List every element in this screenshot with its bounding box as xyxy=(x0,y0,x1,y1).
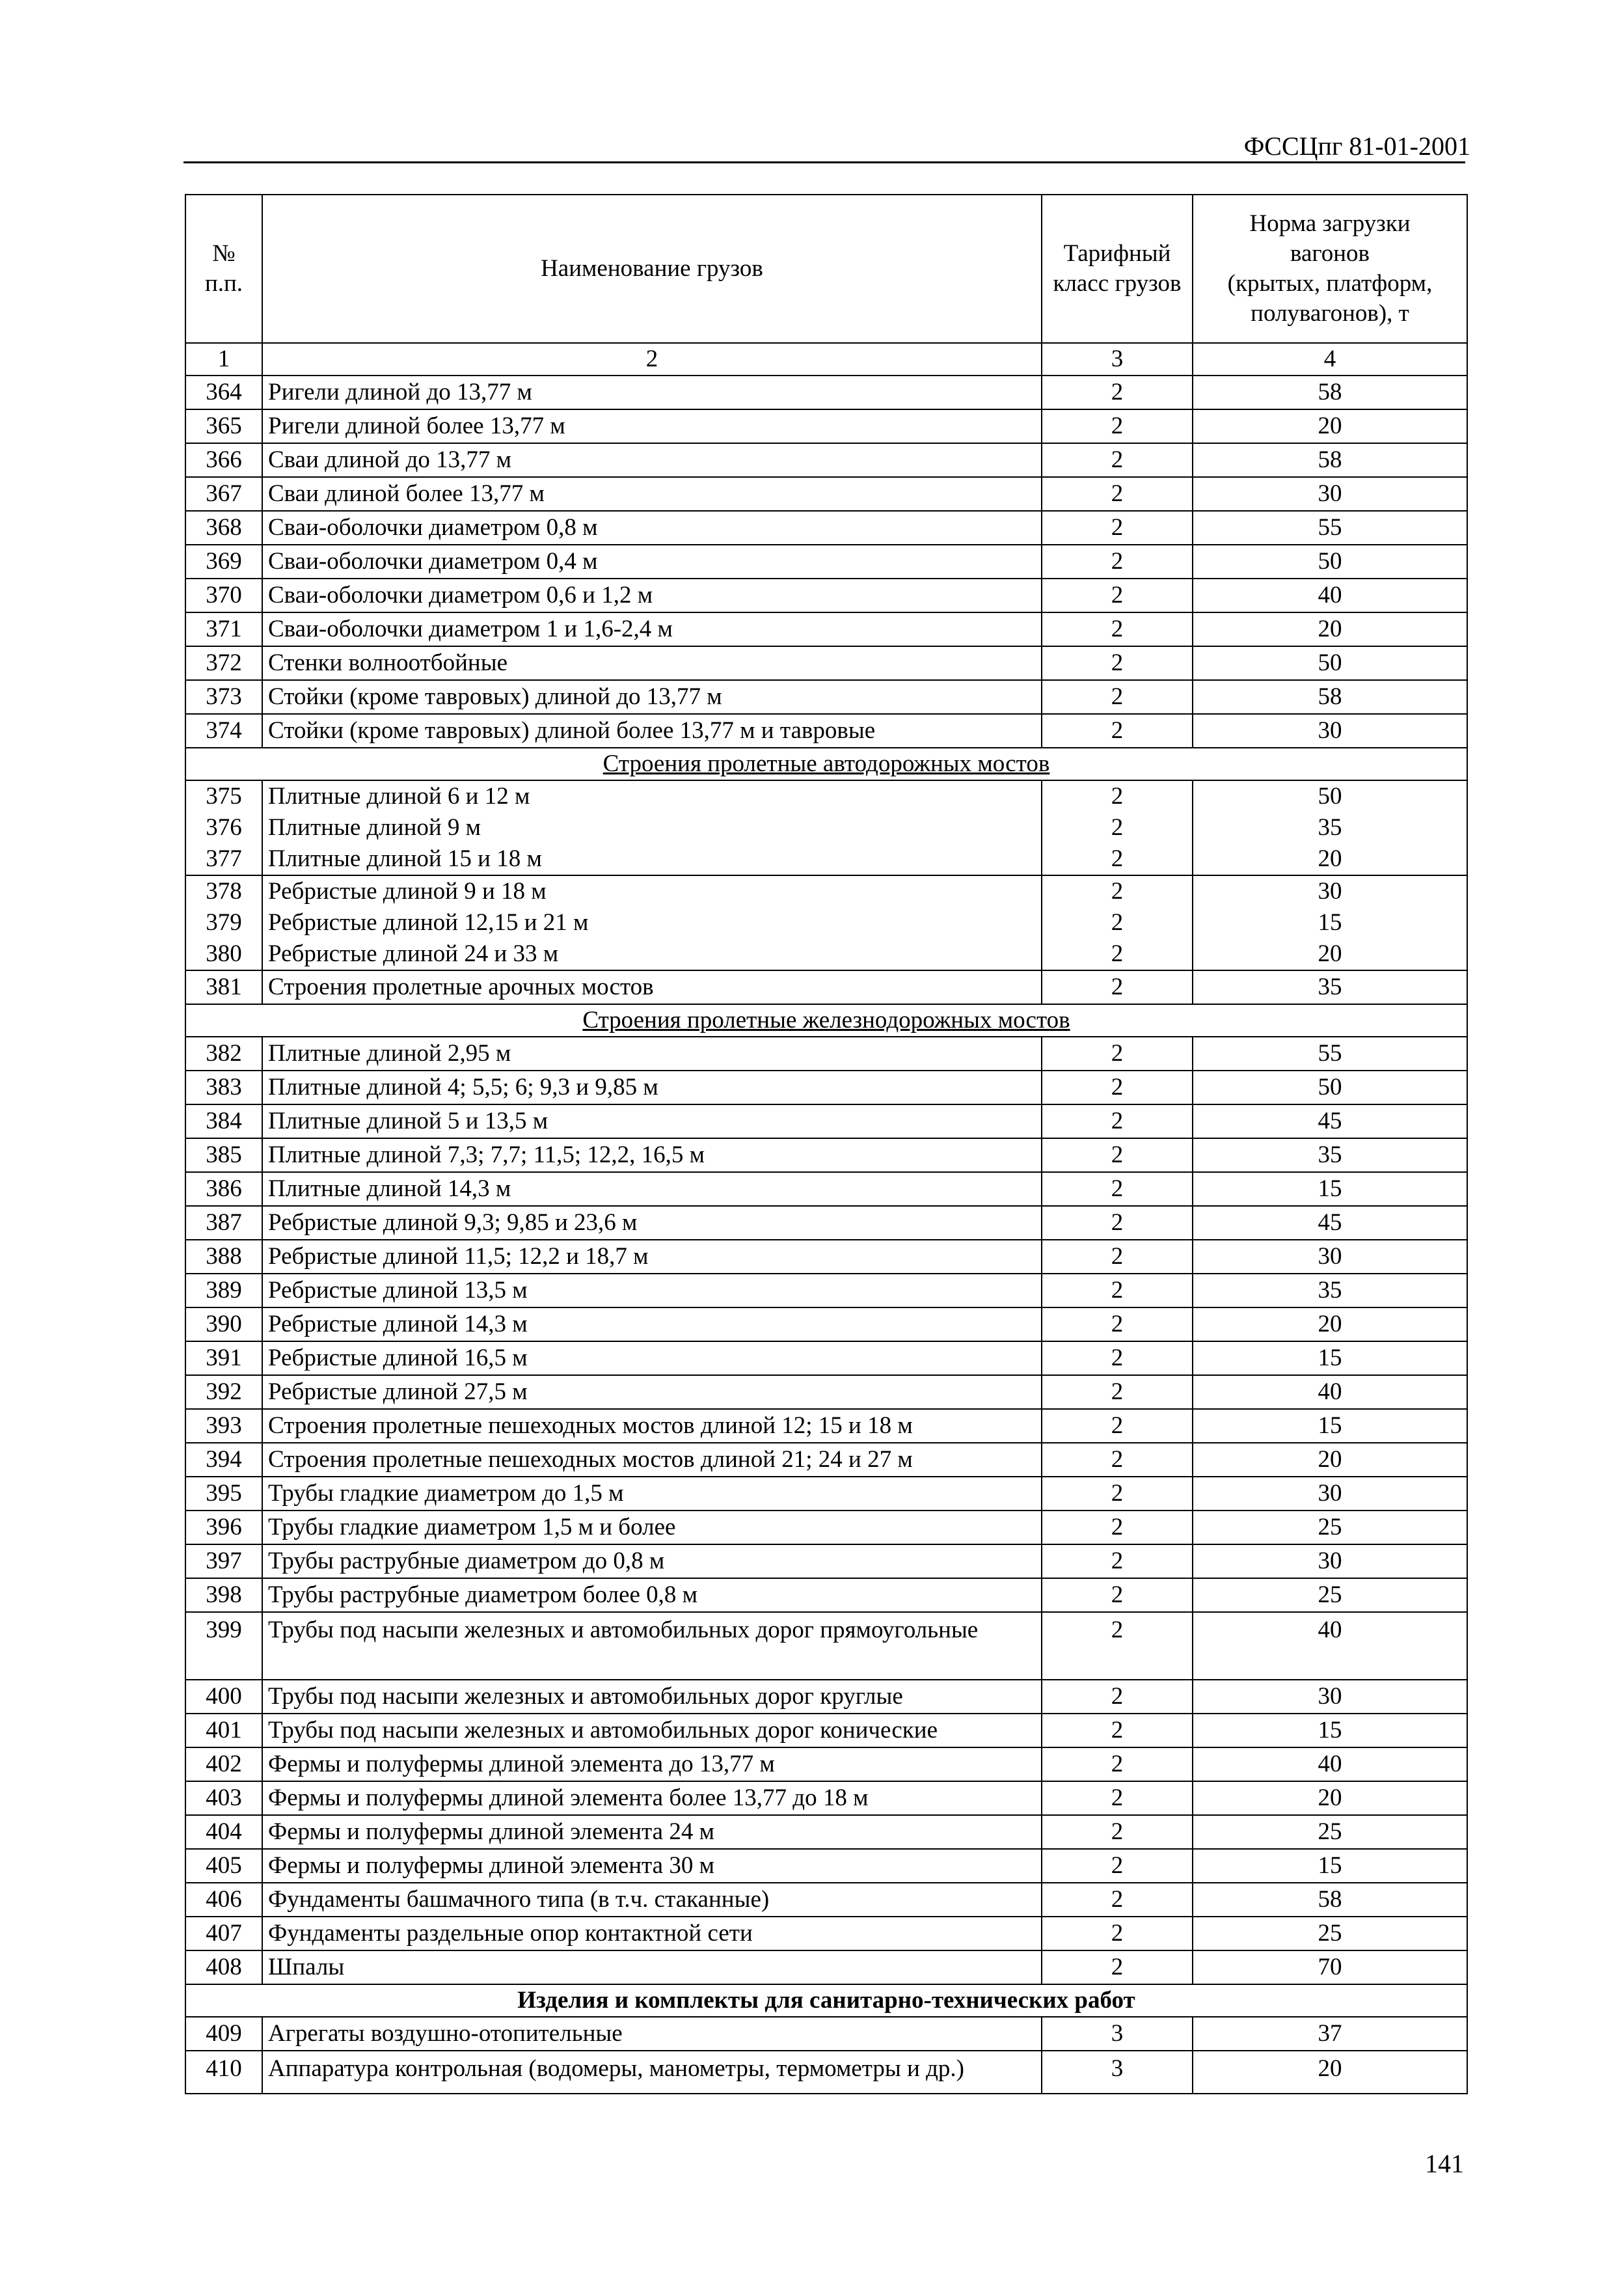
cargo-name: Фермы и полуфермы длиной элемента более 13,77 до 18 м xyxy=(262,1781,1042,1815)
load-norm: 35 xyxy=(1193,1138,1467,1172)
tariff-class: 3 xyxy=(1042,2051,1193,2094)
column-number: 3 xyxy=(1042,343,1193,376)
header-row xyxy=(185,195,1467,343)
row-number: 402 xyxy=(185,1747,262,1781)
section-sanitary-cell xyxy=(185,1984,1467,2017)
tariff-class: 2 xyxy=(1042,1375,1193,1409)
row-number: 382 xyxy=(185,1037,262,1071)
table-row xyxy=(185,1680,1467,1714)
tariff-class: 2 xyxy=(1042,938,1193,970)
column-number: 1 xyxy=(185,343,262,376)
cargo-name: Трубы гладкие диаметром 1,5 м и более xyxy=(262,1511,1042,1544)
cargo-name: Сваи-оболочки диаметром 0,6 и 1,2 м xyxy=(262,579,1042,612)
tariff-class: 2 xyxy=(1042,1680,1193,1714)
cargo-name: Плитные длиной 4; 5,5; 6; 9,3 и 9,85 м xyxy=(262,1071,1042,1104)
load-norm: 20 xyxy=(1193,612,1467,646)
table-row xyxy=(185,1375,1467,1409)
tariff-class: 2 xyxy=(1042,579,1193,612)
cargo-name: Фермы и полуфермы длиной элемента до 13,77 м xyxy=(262,1747,1042,1781)
row-number: 400 xyxy=(185,1680,262,1714)
cargo-name: Сваи-оболочки диаметром 1 и 1,6-2,4 м xyxy=(262,612,1042,646)
cargo-name: Сваи длиной более 13,77 м xyxy=(262,477,1042,511)
cargo-name: Плитные длиной 9 м xyxy=(262,812,1042,843)
row-number: 404 xyxy=(185,1815,262,1849)
tariff-class: 2 xyxy=(1042,812,1193,843)
table-row xyxy=(185,1104,1467,1138)
table-row xyxy=(185,970,1467,1004)
cargo-name: Трубы под насыпи железных и автомобильных дорог прямоугольные xyxy=(262,1612,1042,1680)
cargo-name: Аппаратура контрольная (водомеры, манометры, термометры и др.) xyxy=(262,2051,1042,2094)
section-auto-bridges-title: Строения пролетные автодорожных мостов xyxy=(602,750,1050,777)
cargo-name: Строения пролетные пешеходных мостов длиной 12; 15 и 18 м xyxy=(262,1409,1042,1443)
cargo-table-body xyxy=(185,195,1467,2094)
tariff-class: 2 xyxy=(1042,409,1193,443)
table-row xyxy=(185,477,1467,511)
cargo-name: Фундаменты раздельные опор контактной сети xyxy=(262,1917,1042,1950)
load-norm: 58 xyxy=(1193,443,1467,477)
cargo-name: Сваи-оболочки диаметром 0,4 м xyxy=(262,545,1042,579)
load-norm: 40 xyxy=(1193,1375,1467,1409)
table-row xyxy=(185,1037,1467,1071)
header-tariff-class: Тарифный класс грузов xyxy=(1042,195,1193,343)
tariff-class: 2 xyxy=(1042,1883,1193,1917)
cargo-name: Ребристые длиной 27,5 м xyxy=(262,1375,1042,1409)
table-row xyxy=(185,1477,1467,1511)
row-number: 372 xyxy=(185,646,262,680)
load-norm: 35 xyxy=(1193,1274,1467,1307)
table-row xyxy=(185,612,1467,646)
row-number: 373 xyxy=(185,680,262,714)
cargo-name: Фермы и полуфермы длиной элемента 24 м xyxy=(262,1815,1042,1849)
load-norm: 30 xyxy=(1193,1680,1467,1714)
cargo-name: Шпалы xyxy=(262,1950,1042,1984)
tariff-class: 2 xyxy=(1042,376,1193,409)
load-norm: 20 xyxy=(1193,409,1467,443)
load-norm: 40 xyxy=(1193,579,1467,612)
table-row xyxy=(185,1409,1467,1443)
tariff-class: 2 xyxy=(1042,1544,1193,1578)
row-number: 366 xyxy=(185,443,262,477)
table-row xyxy=(185,680,1467,714)
row-number: 365 xyxy=(185,409,262,443)
row-number: 376 xyxy=(185,812,262,843)
load-norm: 70 xyxy=(1193,1950,1467,1984)
load-norm: 50 xyxy=(1193,1071,1467,1104)
table-row xyxy=(185,409,1467,443)
cargo-table xyxy=(185,194,1468,2094)
cargo-name: Трубы гладкие диаметром до 1,5 м xyxy=(262,1477,1042,1511)
load-norm: 50 xyxy=(1193,646,1467,680)
row-number: 396 xyxy=(185,1511,262,1544)
row-number: 408 xyxy=(185,1950,262,1984)
tariff-class: 2 xyxy=(1042,1917,1193,1950)
row-number: 367 xyxy=(185,477,262,511)
tariff-class: 2 xyxy=(1042,1138,1193,1172)
tariff-class: 2 xyxy=(1042,1815,1193,1849)
cargo-name: Сваи длиной до 13,77 м xyxy=(262,443,1042,477)
row-number: 383 xyxy=(185,1071,262,1104)
tariff-class: 2 xyxy=(1042,477,1193,511)
table-row xyxy=(185,1307,1467,1341)
cargo-name: Фермы и полуфермы длиной элемента 30 м xyxy=(262,1849,1042,1883)
load-norm: 50 xyxy=(1193,545,1467,579)
row-number: 388 xyxy=(185,1240,262,1274)
load-norm: 35 xyxy=(1193,812,1467,843)
tariff-class: 2 xyxy=(1042,1477,1193,1511)
load-norm: 58 xyxy=(1193,1883,1467,1917)
table-row xyxy=(185,376,1467,409)
table-row xyxy=(185,1206,1467,1240)
load-norm: 15 xyxy=(1193,1714,1467,1747)
cargo-name: Ригели длиной более 13,77 м xyxy=(262,409,1042,443)
section-sanitary xyxy=(185,1984,1467,2017)
row-number: 409 xyxy=(185,2017,262,2051)
row-number: 405 xyxy=(185,1849,262,1883)
table-row xyxy=(185,1950,1467,1984)
table-row xyxy=(185,2051,1467,2094)
section-rail-bridges-cell xyxy=(185,1004,1467,1037)
load-norm: 30 xyxy=(1193,1544,1467,1578)
tariff-class: 2 xyxy=(1042,1578,1193,1612)
cargo-name: Трубы раструбные диаметром до 0,8 м xyxy=(262,1544,1042,1578)
load-norm: 20 xyxy=(1193,1307,1467,1341)
table-row xyxy=(185,545,1467,579)
cargo-name: Стенки волноотбойные xyxy=(262,646,1042,680)
load-norm: 55 xyxy=(1193,1037,1467,1071)
load-norm: 30 xyxy=(1193,714,1467,748)
cargo-name: Строения пролетные пешеходных мостов длиной 21; 24 и 27 м xyxy=(262,1443,1042,1477)
section-rail-bridges xyxy=(185,1004,1467,1037)
tariff-class: 2 xyxy=(1042,680,1193,714)
cargo-name: Трубы под насыпи железных и автомобильных дорог конические xyxy=(262,1714,1042,1747)
row-number: 395 xyxy=(185,1477,262,1511)
load-norm: 15 xyxy=(1193,1849,1467,1883)
table-row xyxy=(185,1849,1467,1883)
row-number: 368 xyxy=(185,511,262,545)
table-row xyxy=(185,511,1467,545)
tariff-class: 2 xyxy=(1042,1037,1193,1071)
cargo-name: Ригели длиной до 13,77 м xyxy=(262,376,1042,409)
row-number: 371 xyxy=(185,612,262,646)
section-auto-bridges xyxy=(185,748,1467,780)
load-norm: 45 xyxy=(1193,1206,1467,1240)
cargo-name: Ребристые длиной 11,5; 12,2 и 18,7 м xyxy=(262,1240,1042,1274)
load-norm: 20 xyxy=(1193,843,1467,875)
tariff-class: 2 xyxy=(1042,1341,1193,1375)
table-row xyxy=(185,843,1467,875)
row-number: 410 xyxy=(185,2051,262,2094)
cargo-name: Сваи-оболочки диаметром 0,8 м xyxy=(262,511,1042,545)
load-norm: 15 xyxy=(1193,907,1467,938)
cargo-name: Плитные длиной 7,3; 7,7; 11,5; 12,2, 16,5 м xyxy=(262,1138,1042,1172)
row-number: 389 xyxy=(185,1274,262,1307)
row-number: 387 xyxy=(185,1206,262,1240)
table-row xyxy=(185,1714,1467,1747)
table-row xyxy=(185,875,1467,907)
row-number: 391 xyxy=(185,1341,262,1375)
section-auto-bridges-cell xyxy=(185,748,1467,780)
column-number-row xyxy=(185,343,1467,376)
table-row xyxy=(185,1172,1467,1206)
row-number: 374 xyxy=(185,714,262,748)
tariff-class: 2 xyxy=(1042,780,1193,812)
tariff-class: 2 xyxy=(1042,511,1193,545)
tariff-class: 2 xyxy=(1042,1071,1193,1104)
load-norm: 20 xyxy=(1193,1443,1467,1477)
row-number: 386 xyxy=(185,1172,262,1206)
row-number: 385 xyxy=(185,1138,262,1172)
header-rule xyxy=(183,161,1465,163)
tariff-class: 2 xyxy=(1042,714,1193,748)
tariff-class: 2 xyxy=(1042,612,1193,646)
row-number: 407 xyxy=(185,1917,262,1950)
cargo-name: Ребристые длиной 12,15 и 21 м xyxy=(262,907,1042,938)
cargo-name: Ребристые длиной 9 и 18 м xyxy=(262,875,1042,907)
load-norm: 25 xyxy=(1193,1511,1467,1544)
load-norm: 20 xyxy=(1193,938,1467,970)
table-row xyxy=(185,1138,1467,1172)
load-norm: 20 xyxy=(1193,1781,1467,1815)
load-norm: 58 xyxy=(1193,680,1467,714)
column-number: 4 xyxy=(1193,343,1467,376)
row-number: 394 xyxy=(185,1443,262,1477)
section-sanitary-title: Изделия и комплекты для санитарно-технических работ xyxy=(517,1987,1135,2014)
tariff-class: 2 xyxy=(1042,1172,1193,1206)
tariff-class: 2 xyxy=(1042,1612,1193,1680)
table-row xyxy=(185,2017,1467,2051)
tariff-class: 2 xyxy=(1042,1274,1193,1307)
table-row xyxy=(185,907,1467,938)
tariff-class: 2 xyxy=(1042,907,1193,938)
tariff-class: 2 xyxy=(1042,1950,1193,1984)
tariff-class: 2 xyxy=(1042,1307,1193,1341)
table-row xyxy=(185,1071,1467,1104)
table-row xyxy=(185,812,1467,843)
table-row xyxy=(185,1544,1467,1578)
load-norm: 15 xyxy=(1193,1341,1467,1375)
table-row xyxy=(185,1917,1467,1950)
load-norm: 15 xyxy=(1193,1409,1467,1443)
cargo-name: Стойки (кроме тавровых) длиной более 13,77 м и тавровые xyxy=(262,714,1042,748)
tariff-class: 2 xyxy=(1042,1747,1193,1781)
cargo-name: Ребристые длиной 14,3 м xyxy=(262,1307,1042,1341)
table-row xyxy=(185,1274,1467,1307)
cargo-name: Плитные длиной 5 и 13,5 м xyxy=(262,1104,1042,1138)
table-row xyxy=(185,714,1467,748)
tariff-class: 2 xyxy=(1042,545,1193,579)
row-number: 406 xyxy=(185,1883,262,1917)
load-norm: 20 xyxy=(1193,2051,1467,2094)
load-norm: 45 xyxy=(1193,1104,1467,1138)
tariff-class: 2 xyxy=(1042,970,1193,1004)
header-name: Наименование грузов xyxy=(262,195,1042,343)
table-row xyxy=(185,1747,1467,1781)
cargo-name: Ребристые длиной 24 и 33 м xyxy=(262,938,1042,970)
tariff-class: 2 xyxy=(1042,443,1193,477)
table-row xyxy=(185,646,1467,680)
row-number: 403 xyxy=(185,1781,262,1815)
load-norm: 30 xyxy=(1193,1477,1467,1511)
table-row xyxy=(185,579,1467,612)
table-row xyxy=(185,1443,1467,1477)
table-row xyxy=(185,1240,1467,1274)
document-code: ФССЦпг 81-01-2001 xyxy=(1243,131,1470,161)
load-norm: 30 xyxy=(1193,477,1467,511)
load-norm: 35 xyxy=(1193,970,1467,1004)
tariff-class: 2 xyxy=(1042,1849,1193,1883)
tariff-class: 2 xyxy=(1042,843,1193,875)
tariff-class: 2 xyxy=(1042,646,1193,680)
table-row xyxy=(185,1612,1467,1680)
row-number: 390 xyxy=(185,1307,262,1341)
cargo-name: Плитные длиной 15 и 18 м xyxy=(262,843,1042,875)
column-number: 2 xyxy=(262,343,1042,376)
load-norm: 58 xyxy=(1193,376,1467,409)
cargo-name: Трубы под насыпи железных и автомобильных дорог круглые xyxy=(262,1680,1042,1714)
row-number: 377 xyxy=(185,843,262,875)
row-number: 378 xyxy=(185,875,262,907)
tariff-class: 2 xyxy=(1042,1714,1193,1747)
row-number: 381 xyxy=(185,970,262,1004)
tariff-class: 2 xyxy=(1042,1104,1193,1138)
tariff-class: 3 xyxy=(1042,2017,1193,2051)
row-number: 393 xyxy=(185,1409,262,1443)
load-norm: 40 xyxy=(1193,1747,1467,1781)
section-rail-bridges-title: Строения пролетные железнодорожных мостов xyxy=(582,1007,1070,1033)
row-number: 392 xyxy=(185,1375,262,1409)
cargo-name: Ребристые длиной 16,5 м xyxy=(262,1341,1042,1375)
cargo-name: Плитные длиной 6 и 12 м xyxy=(262,780,1042,812)
row-number: 379 xyxy=(185,907,262,938)
cargo-name: Ребристые длиной 9,3; 9,85 и 23,6 м xyxy=(262,1206,1042,1240)
cargo-name: Стойки (кроме тавровых) длиной до 13,77 м xyxy=(262,680,1042,714)
tariff-class: 2 xyxy=(1042,1206,1193,1240)
row-number: 398 xyxy=(185,1578,262,1612)
row-number: 364 xyxy=(185,376,262,409)
load-norm: 25 xyxy=(1193,1578,1467,1612)
table-row xyxy=(185,1341,1467,1375)
load-norm: 40 xyxy=(1193,1612,1467,1680)
cargo-name: Трубы раструбные диаметром более 0,8 м xyxy=(262,1578,1042,1612)
row-number: 399 xyxy=(185,1612,262,1680)
table-row xyxy=(185,1815,1467,1849)
row-number: 369 xyxy=(185,545,262,579)
row-number: 380 xyxy=(185,938,262,970)
table-row xyxy=(185,780,1467,812)
row-number: 401 xyxy=(185,1714,262,1747)
cargo-name: Ребристые длиной 13,5 м xyxy=(262,1274,1042,1307)
row-number: 397 xyxy=(185,1544,262,1578)
tariff-class: 2 xyxy=(1042,1511,1193,1544)
header-load-norm: Норма загрузки вагонов (крытых, платформ, полувагонов), т xyxy=(1193,195,1467,343)
header-no: № п.п. xyxy=(185,195,262,343)
table-row xyxy=(185,938,1467,970)
cargo-name: Плитные длиной 2,95 м xyxy=(262,1037,1042,1071)
table-row xyxy=(185,1883,1467,1917)
table-row xyxy=(185,1578,1467,1612)
table-row xyxy=(185,1511,1467,1544)
row-number: 384 xyxy=(185,1104,262,1138)
row-number: 370 xyxy=(185,579,262,612)
tariff-class: 2 xyxy=(1042,1443,1193,1477)
row-number: 375 xyxy=(185,780,262,812)
tariff-class: 2 xyxy=(1042,1240,1193,1274)
load-norm: 55 xyxy=(1193,511,1467,545)
table-row xyxy=(185,1781,1467,1815)
table-row xyxy=(185,443,1467,477)
tariff-class: 2 xyxy=(1042,1409,1193,1443)
load-norm: 30 xyxy=(1193,1240,1467,1274)
load-norm: 50 xyxy=(1193,780,1467,812)
tariff-class: 2 xyxy=(1042,875,1193,907)
load-norm: 15 xyxy=(1193,1172,1467,1206)
cargo-name: Фундаменты башмачного типа (в т.ч. стаканные) xyxy=(262,1883,1042,1917)
cargo-name: Агрегаты воздушно-отопительные xyxy=(262,2017,1042,2051)
load-norm: 25 xyxy=(1193,1815,1467,1849)
page-number: 141 xyxy=(1425,2149,1464,2178)
cargo-name: Строения пролетные арочных мостов xyxy=(262,970,1042,1004)
load-norm: 37 xyxy=(1193,2017,1467,2051)
load-norm: 25 xyxy=(1193,1917,1467,1950)
tariff-class: 2 xyxy=(1042,1781,1193,1815)
cargo-name: Плитные длиной 14,3 м xyxy=(262,1172,1042,1206)
load-norm: 30 xyxy=(1193,875,1467,907)
